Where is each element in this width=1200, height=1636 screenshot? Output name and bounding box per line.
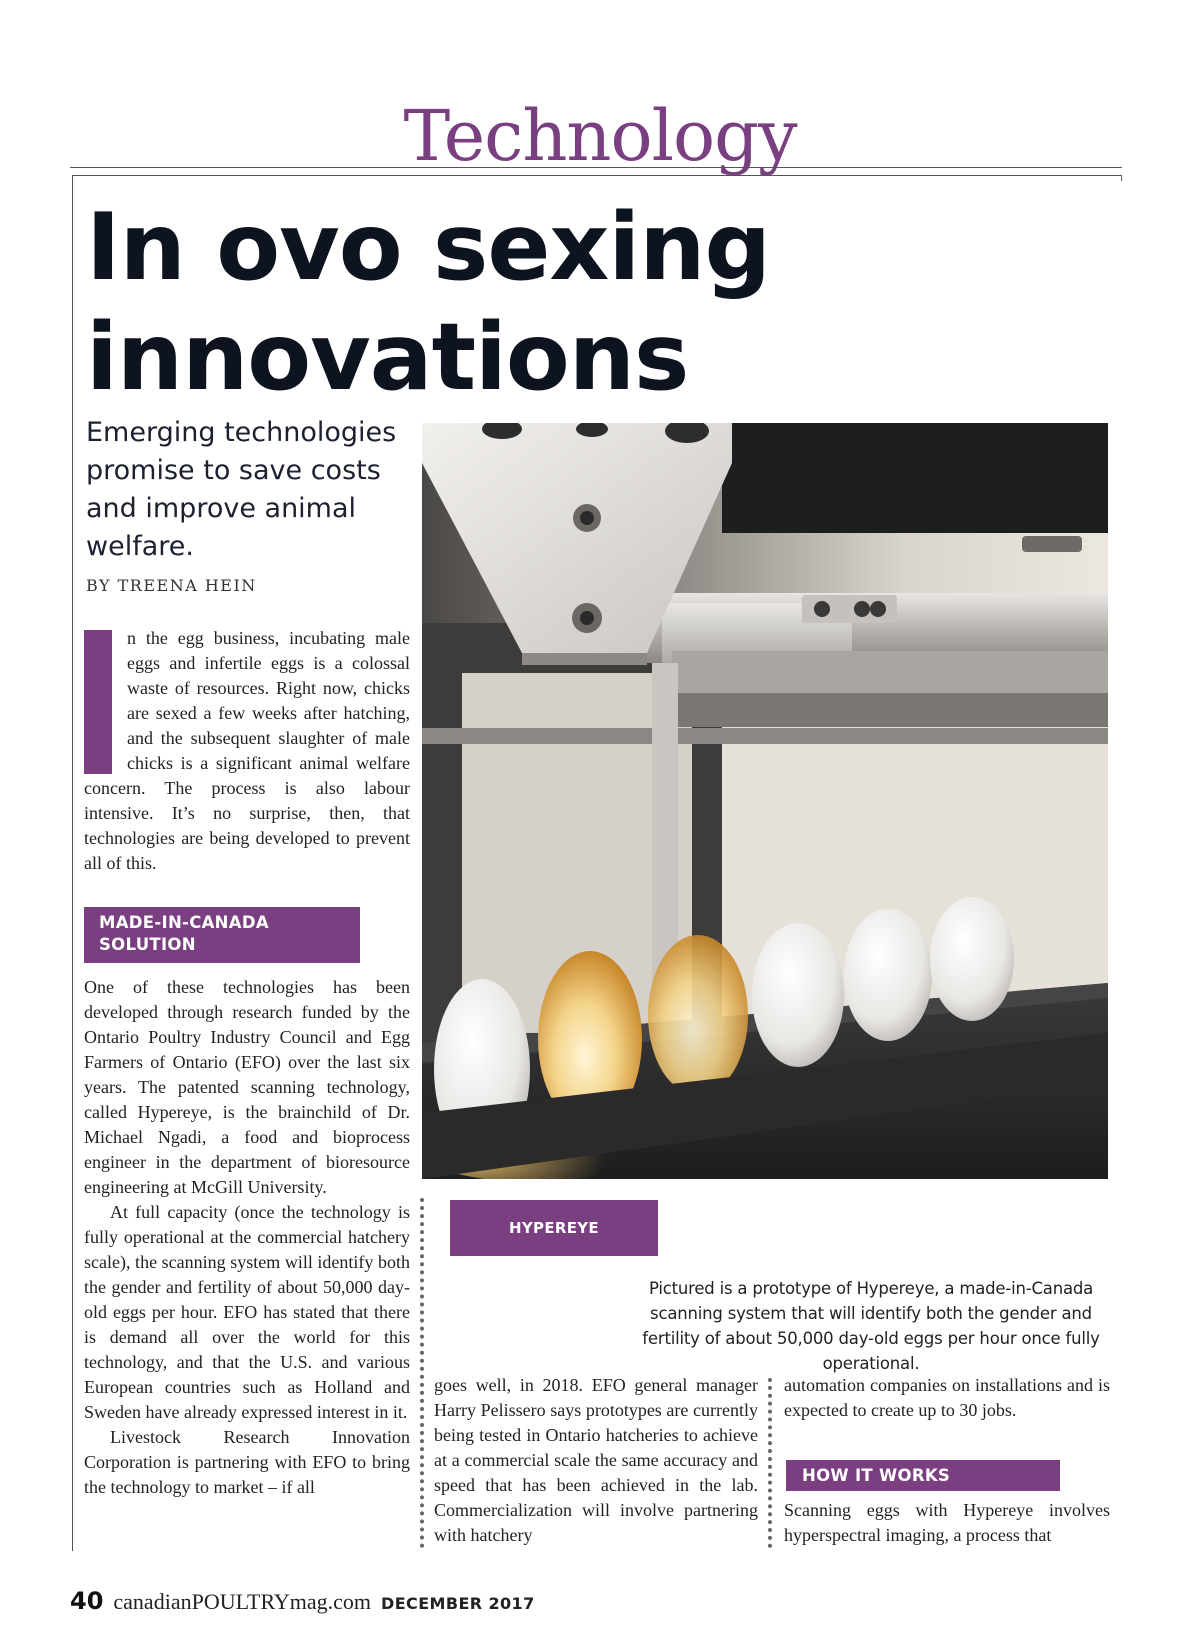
headline-line-1: In ovo sexing — [86, 193, 771, 301]
header-rule — [70, 167, 1122, 168]
body-paragraph: automation companies on installations and is expected to create up to 30 jobs. — [784, 1375, 1110, 1420]
body-paragraph: Livestock Research Innovation Corporation is partnering with EFO to bring the technology to market – if all — [84, 1427, 410, 1497]
byline: BY TREENA HEIN — [86, 576, 257, 595]
section-title: Technology — [403, 95, 797, 177]
body-column-3 — [784, 1373, 1110, 1433]
subhead-how-it-works: HOW IT WORKS — [786, 1460, 1060, 1491]
frame-right-rule — [1121, 175, 1122, 181]
website-link[interactable]: canadianPOULTRYmag.com — [113, 1589, 372, 1614]
page-number: 40 — [70, 1587, 104, 1615]
headline — [86, 192, 770, 412]
page-footer — [70, 1587, 535, 1615]
drop-cap-block — [84, 630, 112, 774]
issue-date: DECEMBER 2017 — [381, 1594, 535, 1613]
body-paragraph: Scanning eggs with Hypereye involves hyperspectral imaging, a process that — [784, 1500, 1110, 1545]
subhead-hypereye: HYPEREYE — [450, 1200, 658, 1256]
body-paragraph: One of these technologies has been developed through research funded by the Ontario Poultry Industry Council and Egg Farmers of Ontario (EFO) over the last six years. The patented scanning technology, called Hypereye, is the brainchild of Dr. Michael Ngadi, a food and bioprocess engineer in the department of bioresource engineering at McGill University. — [84, 977, 410, 1197]
body-column-2 — [434, 1373, 758, 1547]
body-column-1 — [84, 975, 410, 1545]
column-divider-dotted — [420, 1198, 424, 1548]
body-column-3-continued — [784, 1498, 1110, 1548]
body-paragraph: At full capacity (once the technology is fully operational at the commercial hatchery scale), the scanning system will identify both the gender and fertility of about 50,000 day-old eggs per hour. EFO has stated that there is demand all over the world for this technology, and that the U.S. and various European countries such as Holland and Sweden have already expressed interest in it. — [84, 1202, 410, 1422]
column-divider-dotted — [768, 1378, 772, 1548]
intro-text: n the egg business, incubating male eggs and infertile eggs is a colossal waste of resources. Right now, chicks are sexed a few weeks after hatching, and the subsequent slaughter of male chicks is a significant animal welfare concern. The process is also labour intensive. It’s no surprise, then, that technologies are being developed to prevent all of this. — [84, 628, 410, 873]
frame-left-rule — [72, 175, 73, 1551]
deck: Emerging technologies promise to save costs and improve animal welfare. — [86, 417, 397, 562]
subhead-made-in-canada: MADE-IN-CANADA SOLUTION — [84, 907, 360, 963]
body-paragraph: goes well, in 2018. EFO general manager Harry Pelissero says prototypes are currently being tested in Ontario hatcheries to achieve at a commercial scale the same accuracy and speed that has been achieved in the lab. Commercialization will involve partnering with hatchery — [434, 1375, 758, 1545]
intro-paragraph — [84, 626, 410, 876]
headline-line-2: innovations — [86, 303, 689, 411]
photo-caption: Pictured is a prototype of Hypereye, a made-in-Canada scanning system that will identify both the gender and fertility of about 50,000 day-old eggs per hour once fully operational. — [642, 1279, 1100, 1373]
hypereye-prototype-photo — [422, 423, 1108, 1179]
frame-top-rule — [72, 175, 1122, 176]
